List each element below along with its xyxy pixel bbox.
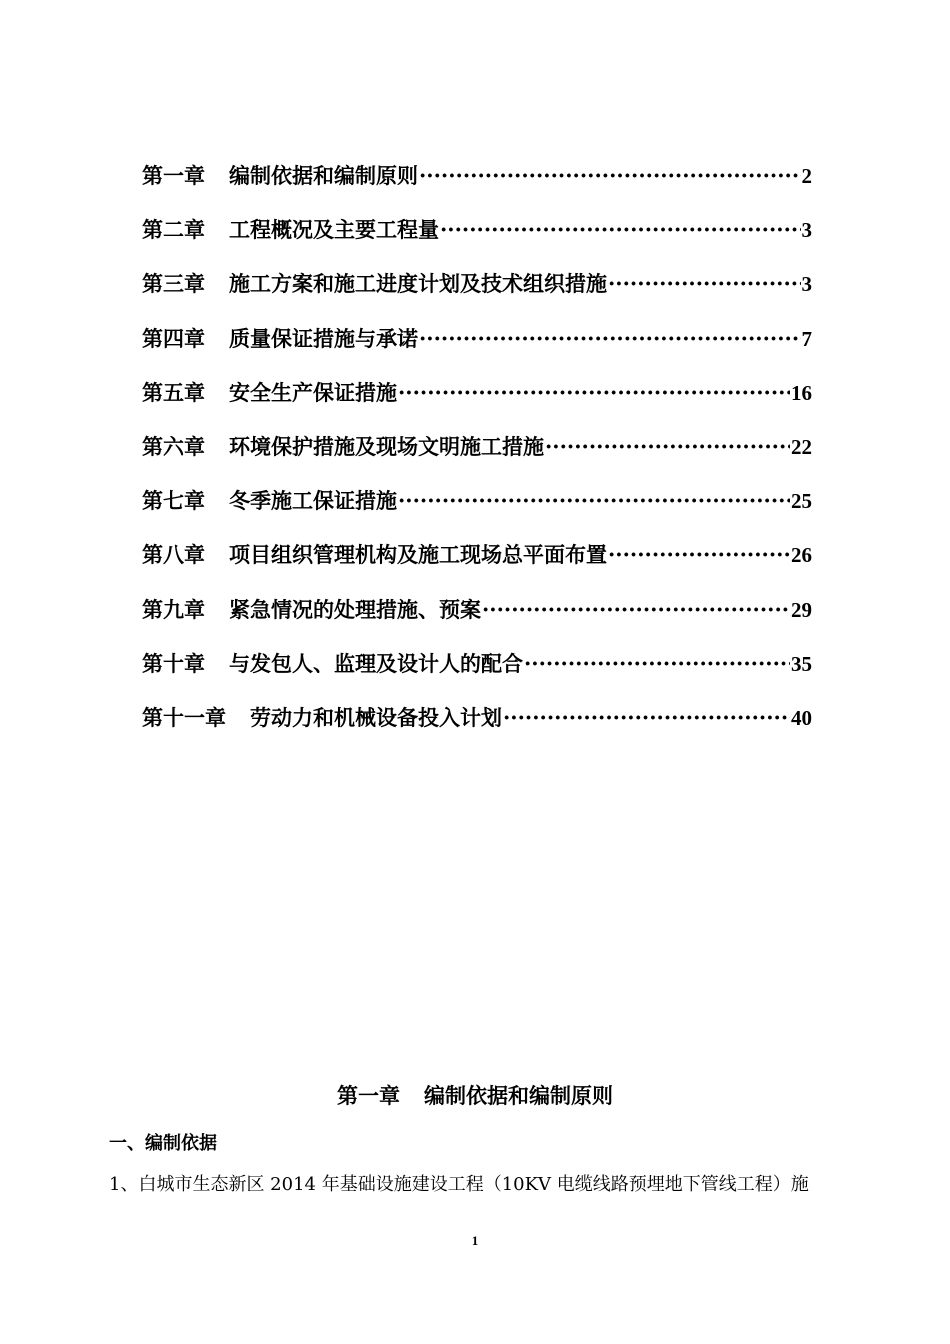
toc-page-number: 35 [791, 651, 812, 676]
toc-dot-leader [398, 488, 790, 513]
toc-page-number: 26 [791, 543, 812, 568]
toc-page-number: 25 [791, 489, 812, 514]
toc-chapter-title: 紧急情况的处理措施、预案 [229, 596, 481, 622]
toc-chapter-title: 编制依据和编制原则 [229, 163, 418, 188]
toc-page-number: 3 [801, 218, 812, 243]
toc-entry[interactable] [142, 539, 812, 593]
toc-dot-leader [419, 326, 801, 351]
chapter-heading-title: 编制依据和编制原则 [424, 1083, 613, 1108]
toc-entry[interactable] [142, 485, 812, 539]
page-number: 1 [471, 1233, 479, 1248]
toc-chapter-number: 第二章 [142, 217, 205, 243]
toc-chapter-number: 第五章 [142, 379, 205, 405]
toc-dot-leader [419, 163, 801, 188]
toc-chapter-title: 施工方案和施工进度计划及技术组织措施 [229, 271, 607, 297]
toc-page-number: 7 [801, 326, 812, 351]
toc-chapter-number: 第九章 [142, 596, 205, 622]
toc-chapter-title: 环境保护措施及现场文明施工措施 [229, 433, 544, 459]
toc-page-number: 29 [791, 597, 812, 622]
toc-chapter-number: 第四章 [142, 325, 205, 351]
toc-chapter-number: 第三章 [142, 271, 205, 297]
chapter-heading [0, 1080, 950, 1110]
toc-chapter-title: 安全生产保证措施 [229, 379, 397, 405]
toc-entry[interactable] [142, 648, 812, 702]
toc-entry[interactable] [142, 268, 812, 322]
toc-dot-leader [545, 434, 790, 459]
toc-dot-leader [482, 597, 790, 622]
toc-dot-leader [398, 380, 790, 405]
toc-dot-leader [608, 271, 801, 296]
toc-entry[interactable] [142, 431, 812, 485]
toc-entry[interactable] [142, 160, 812, 214]
toc-chapter-title: 工程概况及主要工程量 [229, 217, 439, 243]
toc-entry[interactable] [142, 702, 812, 756]
toc-page-number: 40 [791, 705, 812, 730]
toc-chapter-title: 项目组织管理机构及施工现场总平面布置 [229, 542, 607, 568]
toc-page-number: 2 [801, 164, 812, 188]
table-of-contents [142, 160, 812, 756]
toc-chapter-title: 劳动力和机械设备投入计划 [250, 704, 502, 730]
toc-entry[interactable] [142, 323, 812, 377]
toc-chapter-number: 第八章 [142, 542, 205, 568]
toc-chapter-number: 第十章 [142, 650, 205, 676]
toc-page-number: 3 [801, 272, 812, 297]
toc-page-number: 22 [791, 434, 812, 459]
toc-dot-leader [608, 542, 790, 567]
toc-entry[interactable] [142, 377, 812, 431]
chapter-heading-number: 第一章 [337, 1083, 400, 1108]
toc-chapter-number: 第十一章 [142, 704, 226, 730]
toc-dot-leader [440, 217, 801, 242]
toc-entry[interactable] [142, 214, 812, 268]
toc-page-number: 16 [791, 380, 812, 405]
toc-chapter-title: 冬季施工保证措施 [229, 488, 397, 514]
toc-entry[interactable] [142, 594, 812, 648]
body-paragraph: 1、白城市生态新区 2014 年基础设施建设工程（10KV 电缆线路预埋地下管线工程）施 [109, 1174, 809, 1195]
toc-dot-leader [524, 651, 790, 676]
toc-dot-leader [503, 705, 790, 730]
toc-chapter-title: 与发包人、监理及设计人的配合 [229, 650, 523, 676]
section-heading: 一、编制依据 [109, 1133, 217, 1154]
toc-chapter-number: 第六章 [142, 433, 205, 459]
toc-chapter-title: 质量保证措施与承诺 [229, 325, 418, 351]
toc-chapter-number: 第七章 [142, 488, 205, 514]
toc-chapter-number: 第一章 [142, 163, 205, 188]
